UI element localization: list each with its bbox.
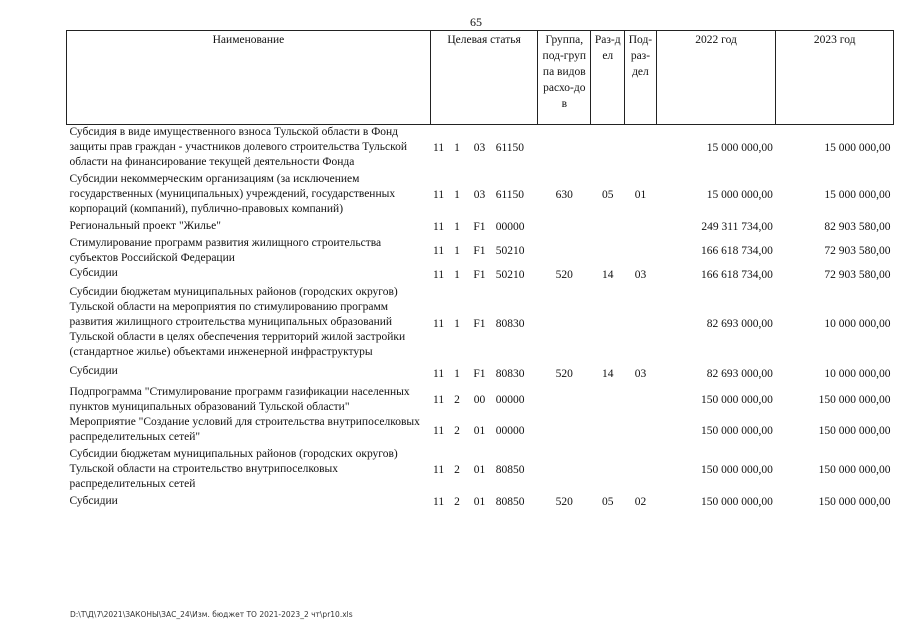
header-razdel [591, 31, 625, 125]
row-program-code: 11 [433, 269, 445, 281]
row-subprogram-code: 1 [454, 142, 460, 154]
row-main-event-code: 00 [473, 393, 486, 406]
row-podrazdel-code [625, 385, 657, 415]
row-direction-code: 80830 [495, 318, 525, 330]
row-amount-2023: 150 000 000,00 [818, 464, 891, 476]
row-program-code: 11 [433, 142, 445, 154]
row-podrazdel-code: 03 [634, 368, 647, 380]
row-direction-code: 50210 [495, 269, 525, 281]
row-subprogram-code: 1 [454, 368, 460, 380]
budget-table [66, 30, 894, 511]
row-amount-2022: 150 000 000,00 [701, 424, 773, 437]
row-name: Субсидии [69, 267, 118, 279]
row-amount-2022: 82 693 000,00 [706, 318, 773, 330]
row-main-event-code: 03 [473, 189, 486, 201]
row-razdel-code [591, 219, 625, 236]
row-podrazdel-code [625, 285, 657, 364]
row-main-event-code: F1 [473, 244, 486, 257]
row-subprogram-code: 1 [454, 189, 460, 201]
row-amount-2023: 10 000 000,00 [824, 368, 891, 380]
row-program-code: 11 [433, 464, 445, 476]
header-razdel-text: Раз-дел [594, 34, 621, 62]
row-amount-2022: 150 000 000,00 [701, 496, 773, 508]
row-podrazdel-code [625, 236, 657, 266]
row-amount-2022: 82 693 000,00 [706, 368, 773, 380]
row-group-code: 630 [555, 189, 573, 201]
row-subprogram-code: 2 [454, 464, 460, 476]
row-amount-2022: 15 000 000,00 [706, 142, 773, 154]
row-subprogram-code: 1 [454, 221, 460, 233]
file-path-footer: D:\Т\Д\7\2021\ЗАКОНЫ\ЗАС_24\Изм. бюджет ТО 2021-2023_2 чт\pr10.xls [70, 610, 353, 619]
row-group-code: 520 [555, 496, 573, 508]
row-main-event-code: 01 [473, 496, 486, 508]
row-group-code [538, 415, 591, 447]
row-razdel-code [591, 285, 625, 364]
row-program-code: 11 [433, 393, 445, 406]
table-row [67, 285, 894, 364]
row-main-event-code: 01 [473, 424, 486, 437]
row-amount-2022: 166 618 734,00 [701, 269, 773, 281]
row-name: Подпрограмма "Стимулирование программ газификации населенных пунктов муниципальных образований Тульской области" [69, 386, 410, 413]
row-program-code: 11 [433, 244, 445, 257]
table-row [67, 236, 894, 266]
row-program-code: 11 [433, 368, 445, 380]
table-row [67, 385, 894, 415]
row-podrazdel-code: 02 [634, 496, 647, 508]
row-direction-code: 80850 [495, 464, 525, 476]
row-direction-code: 00000 [495, 424, 525, 437]
table-row [67, 364, 894, 385]
row-main-event-code: 03 [473, 142, 486, 154]
row-amount-2023: 72 903 580,00 [824, 269, 891, 281]
row-subprogram-code: 1 [454, 244, 460, 257]
row-program-code: 11 [433, 424, 445, 437]
row-amount-2023: 15 000 000,00 [824, 189, 891, 201]
row-direction-code: 80830 [495, 368, 525, 380]
table-row [67, 219, 894, 236]
row-subprogram-code: 1 [454, 269, 460, 281]
row-name: Мероприятие "Создание условий для строительства внутрипоселковых распределительных сетей" [69, 416, 420, 443]
row-subprogram-code: 1 [454, 318, 460, 330]
row-direction-code: 61150 [495, 189, 525, 201]
row-direction-code: 50210 [495, 244, 525, 257]
page-number: 65 [470, 15, 482, 29]
header-year-2022: 2022 год [656, 31, 776, 125]
row-name: Региональный проект "Жилье" [69, 220, 221, 232]
header-group [538, 31, 591, 125]
row-amount-2022: 249 311 734,00 [701, 221, 773, 233]
row-amount-2022: 166 618 734,00 [701, 244, 773, 257]
table-body [67, 125, 894, 512]
row-subprogram-code: 2 [454, 393, 460, 406]
row-program-code: 11 [433, 221, 445, 233]
row-group-code [538, 285, 591, 364]
row-amount-2022: 15 000 000,00 [706, 189, 773, 201]
row-razdel-code [591, 236, 625, 266]
row-name: Субсидии [69, 365, 118, 377]
row-program-code: 11 [433, 189, 445, 201]
row-name: Стимулирование программ развития жилищного строительства субъектов Российской Федерации [69, 237, 382, 264]
table-row [67, 172, 894, 219]
row-group-code: 520 [555, 368, 573, 380]
row-direction-code: 80850 [495, 496, 525, 508]
row-main-event-code: F1 [473, 368, 486, 380]
table-row [67, 266, 894, 285]
row-amount-2023: 150 000 000,00 [818, 424, 891, 437]
header-group-text: Группа, под-группа видов расхо-дов [542, 34, 587, 110]
row-direction-code: 61150 [495, 142, 525, 154]
row-subprogram-code: 2 [454, 496, 460, 508]
row-name: Субсидии [69, 495, 118, 507]
table-row [67, 415, 894, 447]
table-row [67, 125, 894, 173]
table-row [67, 447, 894, 494]
row-amount-2023: 150 000 000,00 [818, 393, 891, 406]
row-program-code: 11 [433, 318, 445, 330]
table-row [67, 494, 894, 511]
row-name: Субсидия в виде имущественного взноса Тульской области в Фонд защиты прав граждан - участников долевого строительства Тульской области на финансирование текущей деятельности Фонда [69, 126, 408, 168]
row-razdel-code: 14 [601, 269, 614, 281]
row-direction-code: 00000 [495, 393, 525, 406]
row-group-code [538, 447, 591, 494]
row-name: Субсидии бюджетам муниципальных районов (городских округов) Тульской области на строительство внутрипоселковых распределительных сетей [69, 448, 398, 490]
row-razdel-code [591, 415, 625, 447]
row-razdel-code [591, 447, 625, 494]
header-podrazdel [625, 31, 657, 125]
row-amount-2023: 10 000 000,00 [824, 318, 891, 330]
row-group-code: 520 [555, 269, 573, 281]
row-amount-2023: 150 000 000,00 [818, 496, 891, 508]
row-amount-2023: 15 000 000,00 [824, 142, 891, 154]
row-podrazdel-code [625, 415, 657, 447]
row-group-code [538, 125, 591, 173]
table-header [67, 31, 894, 125]
row-program-code: 11 [433, 496, 445, 508]
row-group-code [538, 236, 591, 266]
row-amount-2023: 72 903 580,00 [824, 244, 891, 257]
row-podrazdel-code: 01 [634, 189, 647, 201]
row-main-event-code: F1 [473, 318, 486, 330]
row-amount-2023: 82 903 580,00 [824, 221, 891, 233]
row-main-event-code: F1 [473, 221, 486, 233]
header-target-article: Целевая статья [430, 31, 537, 125]
row-razdel-code: 05 [601, 496, 614, 508]
row-razdel-code: 05 [601, 189, 614, 201]
row-razdel-code [591, 125, 625, 173]
row-name: Субсидии бюджетам муниципальных районов (городских округов) Тульской области на мероприятия по стимулированию программ развития жилищного строительства муниципальных образований Тульской области в целях обеспечения территорий жилой застройки (стандартное жилье) объектами инженерной инфраструктуры [69, 286, 406, 358]
row-direction-code: 00000 [495, 221, 525, 233]
header-year-2023: 2023 год [776, 31, 894, 125]
row-group-code [538, 219, 591, 236]
row-podrazdel-code [625, 125, 657, 173]
row-subprogram-code: 2 [454, 424, 460, 437]
row-group-code [538, 385, 591, 415]
header-name: Наименование [67, 31, 431, 125]
row-main-event-code: 01 [473, 464, 486, 476]
row-podrazdel-code: 03 [634, 269, 647, 281]
row-razdel-code [591, 385, 625, 415]
row-podrazdel-code [625, 219, 657, 236]
row-razdel-code: 14 [601, 368, 614, 380]
row-main-event-code: F1 [473, 269, 486, 281]
header-podrazdel-text: Под-раз-дел [628, 34, 653, 78]
row-amount-2022: 150 000 000,00 [701, 393, 773, 406]
row-amount-2022: 150 000 000,00 [701, 464, 773, 476]
row-name: Субсидии некоммерческим организациям (за исключением государственных (муниципальных) учреждений, государственных корпораций (компаний), публично-правовых компаний) [69, 173, 396, 215]
row-podrazdel-code [625, 447, 657, 494]
